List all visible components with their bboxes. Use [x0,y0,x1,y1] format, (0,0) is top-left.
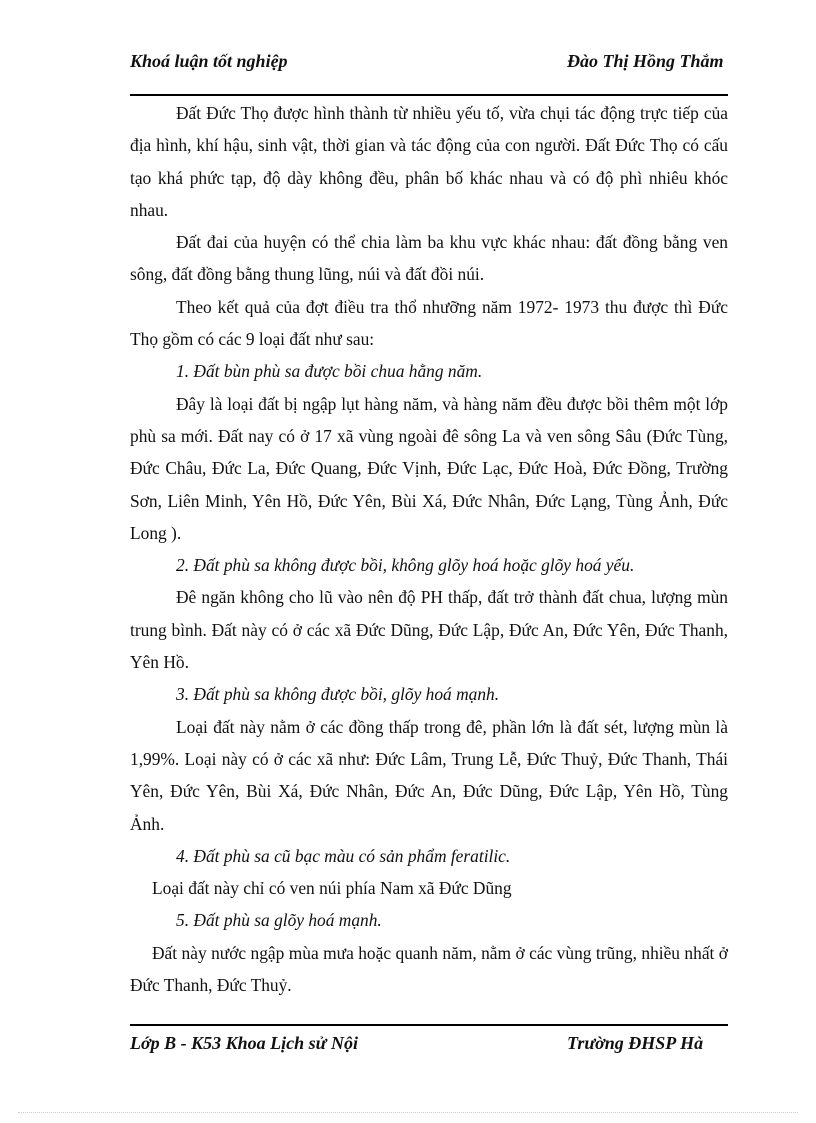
subheading-soil-1: 1. Đất bùn phù sa được bồi chua hằng năm. [176,361,483,382]
paragraph-soil-formation: Đất Đức Thọ được hình thành từ nhiều yếu tố, vừa chụi tác động trực tiếp của địa hình, khí hậu, sinh vật, thời gian và tác động của con người. Đất Đức Thọ có cấu tạo khá phức tạp, độ dày không đều, phân bố khác nhau và có độ phì nhiêu khóc nhau. [130,103,728,220]
paragraph-land-regions: Đất đai của huyện có thể chia làm ba khu vực khác nhau: đất đồng bằng ven sông, đất đồng bằng thung lũng, núi và đất đồi núi. [130,232,728,285]
page-boundary [18,1112,798,1113]
subheading-soil-4: 4. Đất phù sa cũ bạc màu có sản phẩm feratilic. [176,845,511,866]
subheading-soil-3: 3. Đất phù sa không được bồi, glõy hoá mạnh. [176,684,500,705]
header-rule [130,94,728,96]
paragraph-soil-2: Đê ngăn không cho lũ vào nên độ PH thấp, đất trở thành đất chua, lượng mùn trung bình. Đất này có ở các xã Đức Dũng, Đức Lập, Đức An, Đức Yên, Đức Thanh, Yên Hồ. [130,587,728,673]
header-left: Khoá luận tốt nghiệp [130,51,288,71]
paragraph-survey: Theo kết quả của đợt điều tra thổ nhưỡng năm 1972- 1973 thu được thì Đức Thọ gồm có các 9 loại đất như sau: [130,296,728,350]
subheading-soil-5: 5. Đất phù sa glõy hoá mạnh. [176,910,382,931]
header-right: Đào Thị Hồng Thắm [567,51,724,71]
footer-left: Lớp B - K53 Khoa Lịch sử Nội [130,1033,358,1053]
footer-rule [130,1024,728,1026]
footer-right: Trường ĐHSP Hà [567,1033,704,1053]
paragraph-soil-4: Loại đất này chỉ có ven núi phía Nam xã Đức Dũng [152,878,512,899]
document-body [130,97,728,1001]
paragraph-soil-3: Loại đất này nằm ở các đồng thấp trong đê, phần lớn là đất sét, lượng mùn là 1,99%. Loại này có ở các xã như: Đức Lâm, Trung Lễ, Đức Thuỷ, Đức Thanh, Thái Yên, Đức Yên, Bùi Xá, Đức Nhân, Đức An, Đức Dũng, Đức Lập, Yên Hồ, Tùng Ảnh. [130,716,728,834]
paragraph-soil-5: Đất này nước ngập mùa mưa hoặc quanh năm, nằm ở các vùng trũng, nhiều nhất ở Đức Thanh, Đức Thuỷ. [130,942,728,996]
subheading-soil-2: 2. Đất phù sa không được bồi, không glõy hoá hoặc glõy hoá yếu. [176,555,635,576]
paragraph-soil-1: Đây là loại đất bị ngập lụt hàng năm, và hàng năm đều được bồi thêm một lớp phù sa mới. Đất nay có ở 17 xã vùng ngoài đê sông La và ven sông Sâu (Đức Tùng, Đức Châu, Đức La, Đức Quang, Đức Vịnh, Đức Lạc, Đức Hoà, Đức Đồng, Trường Sơn, Liên Minh, Yên Hồ, Đức Yên, Bùi Xá, Đức Nhân, Đức Lạng, Tùng Ảnh, Đức Long ). [130,393,728,543]
